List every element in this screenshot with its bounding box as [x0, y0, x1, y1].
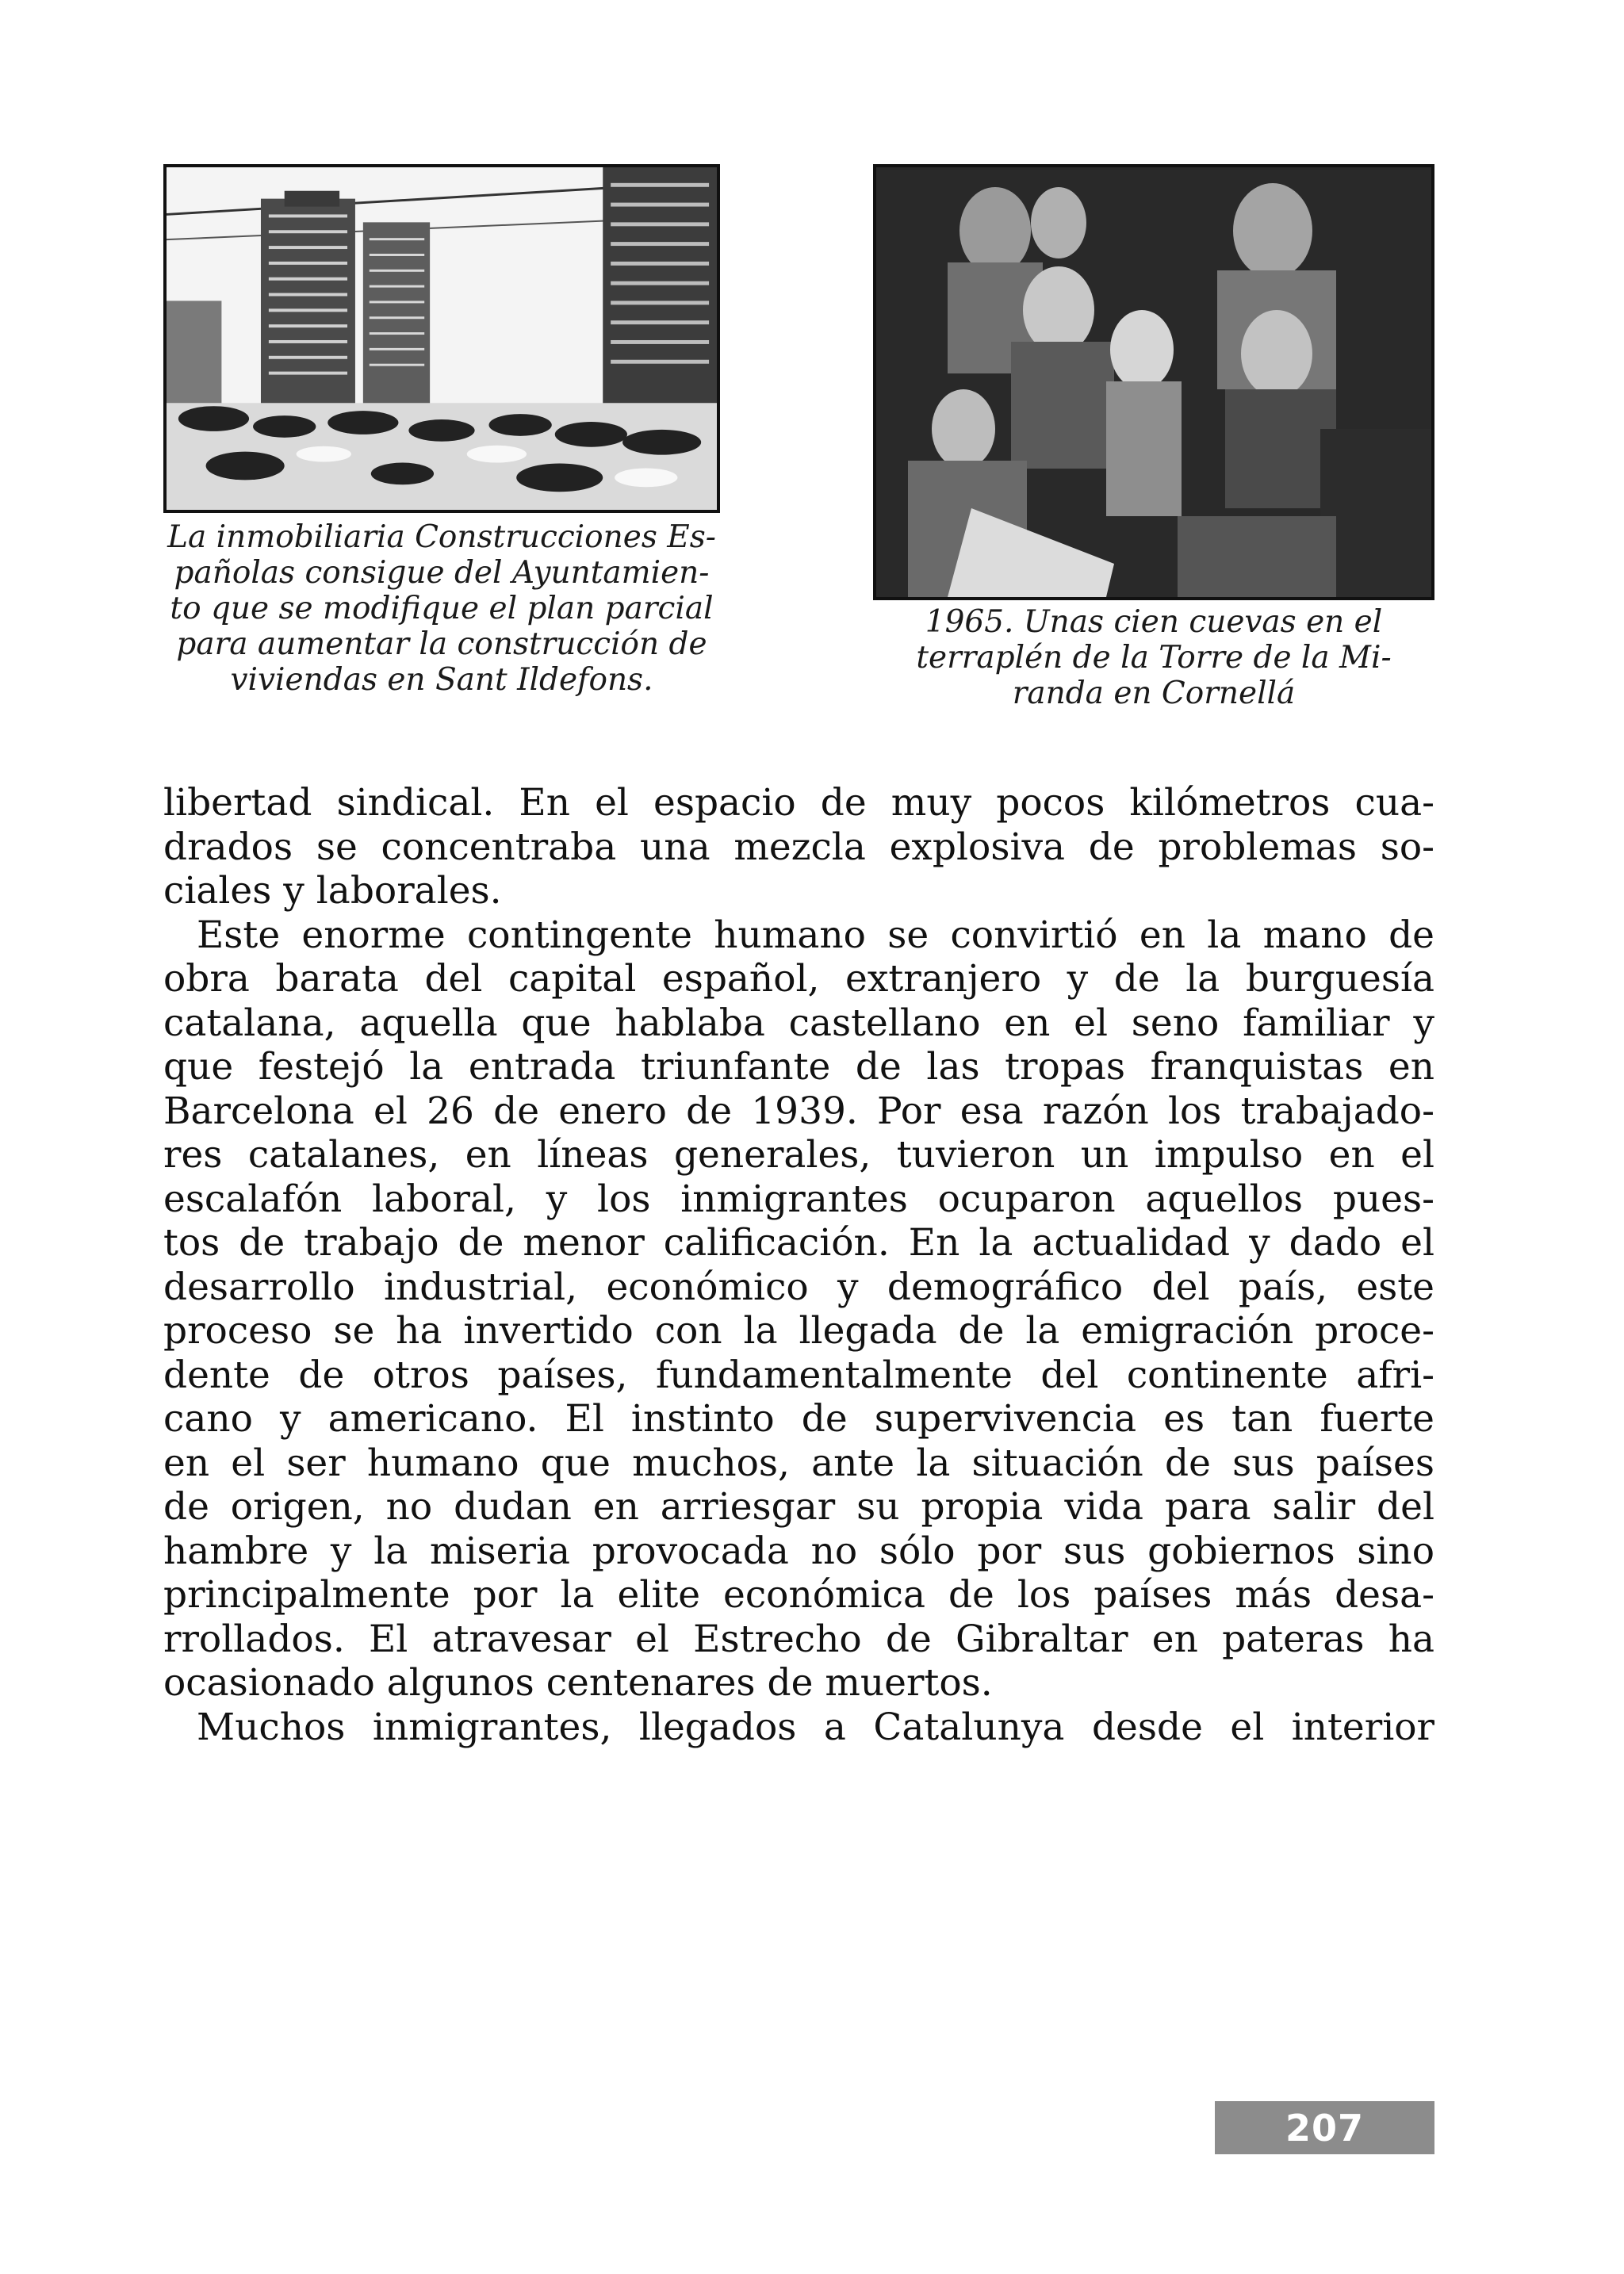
caption-line: para aumentar la construcción de	[176, 626, 707, 662]
buildings-image	[167, 167, 717, 510]
body-line: drados se concentraba una mezcla explosiva de problemas so-	[163, 825, 1434, 869]
body-line: ocasionado algunos centenares de muertos.	[163, 1661, 993, 1705]
body-line: hambre y la miseria provocada no sólo por sus gobiernos sino	[163, 1529, 1434, 1573]
caption-line: 1965. Unas cien cuevas en el	[925, 604, 1383, 640]
caption-caves	[873, 604, 1434, 711]
page-number-box	[1215, 2101, 1434, 2154]
photo-caves-people	[873, 164, 1434, 600]
body-line: res catalanes, en líneas generales, tuvieron un impulso en el	[163, 1133, 1434, 1177]
caption-line: pañolas consigue del Ayuntamien-	[174, 555, 710, 591]
caption-line: viviendas en Sant Ildefons.	[230, 662, 653, 698]
people-image	[876, 167, 1431, 597]
body-line: obra barata del capital español, extranjero y de la burguesía	[163, 957, 1434, 1001]
caption-buildings	[159, 519, 725, 698]
body-line: escalafón laboral, y los inmigrantes ocuparon aquellos pues-	[163, 1177, 1434, 1221]
photo-buildings	[163, 164, 720, 513]
page-number: 207	[1285, 2106, 1365, 2150]
caption-line: terraplén de la Torre de la Mi-	[916, 640, 1392, 676]
body-line: Barcelona el 26 de enero de 1939. Por esa razón los trabajado-	[163, 1089, 1434, 1133]
body-line: en el ser humano que muchos, ante la situación de sus países	[163, 1441, 1434, 1485]
caption-line: randa en Cornellá	[1012, 676, 1296, 711]
body-line: ciales y laborales.	[163, 869, 502, 913]
body-line: proceso se ha invertido con la llegada de la emigración proce-	[163, 1309, 1434, 1353]
body-line: cano y americano. El instinto de supervivencia es tan fuerte	[163, 1397, 1434, 1441]
caption-line: La inmobiliaria Construcciones Es-	[167, 519, 716, 555]
body-line: que festejó la entrada triunfante de las tropas franquistas en	[163, 1045, 1434, 1089]
body-line: catalana, aquella que hablaba castellano en el seno familiar y	[163, 1001, 1434, 1045]
body-text	[163, 781, 1434, 1749]
body-line: libertad sindical. En el espacio de muy pocos kilómetros cua-	[163, 781, 1434, 825]
body-line: desarrollo industrial, económico y demográfico del país, este	[163, 1265, 1434, 1309]
body-line: de origen, no dudan en arriesgar su propia vida para salir del	[163, 1485, 1434, 1529]
body-line: tos de trabajo de menor calificación. En la actualidad y dado el	[163, 1221, 1434, 1265]
body-line: dente de otros países, fundamentalmente del continente afri-	[163, 1353, 1434, 1397]
body-line: Muchos inmigrantes, llegados a Catalunya desde el interior	[197, 1705, 1434, 1749]
body-line: Este enorme contingente humano se convirtió en la mano de	[197, 913, 1434, 957]
caption-line: to que se modifique el plan parcial	[170, 591, 714, 626]
body-line: principalmente por la elite económica de los países más desa-	[163, 1573, 1434, 1617]
body-line: rrollados. El atravesar el Estrecho de Gibraltar en pateras ha	[163, 1617, 1434, 1661]
